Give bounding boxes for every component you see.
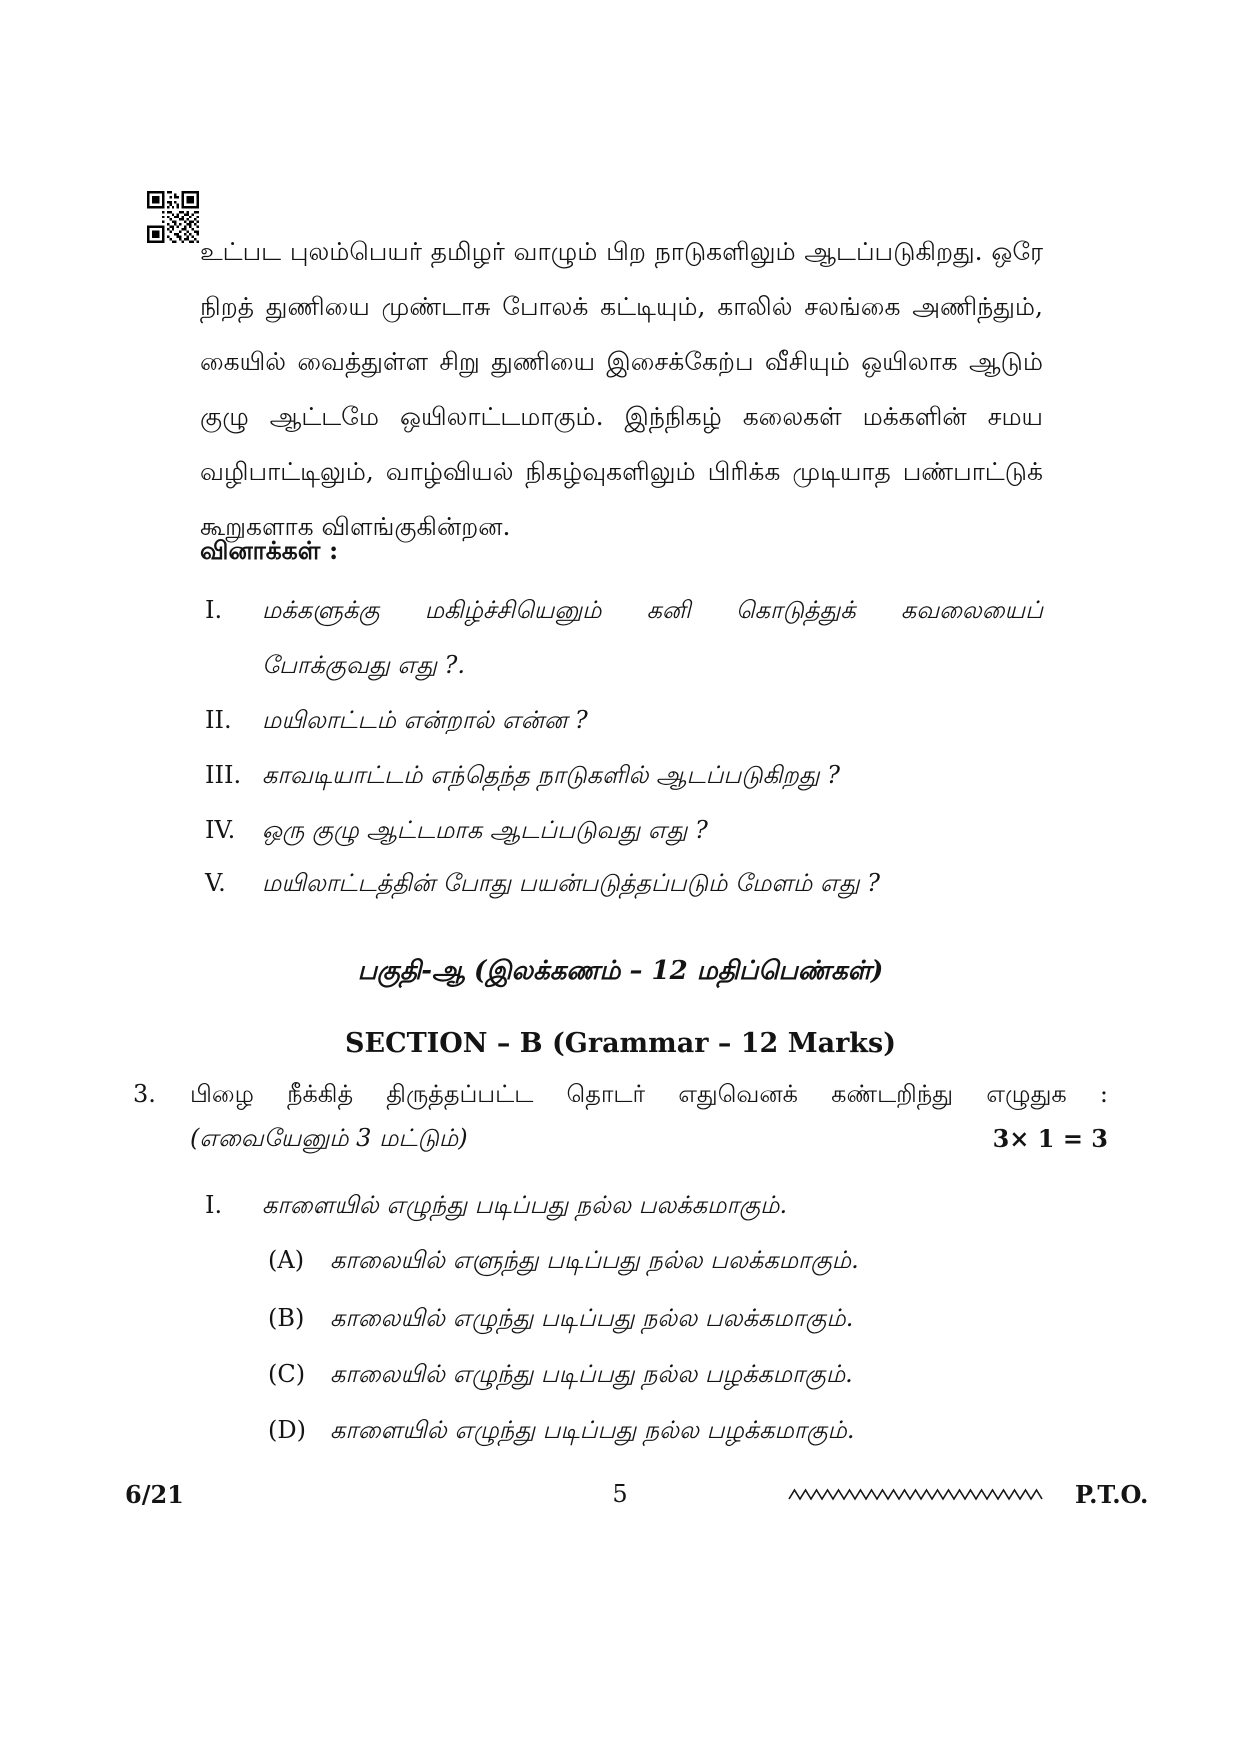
question-text: ஒரு குழு ஆட்டமாக ஆடப்படுவது எது ? [262,816,708,844]
option-text: காலையில் எளுந்து படிப்பது நல்ல பலக்கமாகும். [330,1246,859,1274]
section-title-tamil: பகுதி-ஆ (இலக்கணம் – 12 மதிப்பெண்கள்) [357,956,884,986]
option-label: (C) [268,1360,306,1388]
question-text: காவடியாட்டம் எந்தெந்த நாடுகளில் ஆடப்படுகிறது ? [262,761,841,789]
option-label: (D) [268,1416,306,1444]
question-number: III. [205,761,242,789]
passage-line: வழிபாட்டிலும், வாழ்வியல் நிகழ்வுகளிலும் பிரிக்க முடியாத பண்பாட்டுக் [200,457,1043,486]
option-text: காளையில் எழுந்து படிப்பது நல்ல பழக்கமாகும். [330,1416,855,1444]
question-text: காளையில் எழுந்து படிப்பது நல்ல பலக்கமாகும். [262,1191,788,1219]
question-text-line: மக்களுக்கு மகிழ்ச்சியெனும் கனி கொடுத்துக் கவலையைப் [262,596,1043,624]
question-number: I. [205,596,223,624]
zigzag-divider [788,1487,1048,1503]
question-number: I. [205,1191,223,1219]
question-item-1 [205,583,1043,693]
option-label: (B) [268,1304,305,1332]
question-number: II. [205,706,232,734]
question-item-4 [205,803,1043,858]
option-a [268,1238,1043,1283]
question-text: மயிலாட்டத்தின் போது பயன்படுத்தப்படும் மேளம் எது ? [262,869,881,897]
section-title-english: SECTION – B (Grammar – 12 Marks) [345,1028,896,1059]
question-3-note: (எவையேனும் 3 மட்டும்) [190,1124,468,1152]
sub-question-1 [205,1178,1043,1233]
qr-code [147,191,199,243]
passage [200,224,1043,554]
question-number: IV. [205,816,236,844]
passage-line: உட்பட புலம்பெயர் தமிழர் வாழும் பிற நாடுகளிலும் ஆடப்படுகிறது. ஒரே [200,237,1043,266]
question-number: V. [205,869,226,897]
option-c [268,1352,1043,1397]
passage-line: நிறத் துணியை முண்டாசு போலக் கட்டியும், காலில் சலங்கை அணிந்தும், [200,292,1043,321]
passage-line: கையில் வைத்துள்ள சிறு துணியை இசைக்கேற்ப வீசியும் ஒயிலாக ஆடும் [200,347,1043,376]
option-label: (A) [268,1246,305,1274]
option-text: காலையில் எழுந்து படிப்பது நல்ல பலக்கமாகும். [330,1304,854,1332]
question-text: பிழை நீக்கித் திருத்தப்பட்ட தொடர் எதுவெனக் கண்டறிந்து எழுதுக : [190,1080,1108,1108]
option-text: காலையில் எழுந்து படிப்பது நல்ல பழக்கமாகும். [330,1360,853,1388]
page-number: 5 [612,1480,628,1508]
question-item-3 [205,748,1043,803]
question-number: 3. [133,1080,156,1108]
passage-line: குழு ஆட்டமே ஒயிலாட்டமாகும். இந்நிகழ் கலைகள் மக்களின் சமய [200,402,1043,431]
question-item-5 [205,856,1043,911]
question-3 [133,1072,1108,1117]
option-b [268,1296,1043,1341]
question-item-2 [205,693,1043,748]
questions-heading: வினாக்கள் : [200,536,339,565]
question-3-marks: 3× 1 = 3 [992,1124,1108,1153]
question-text: மயிலாட்டம் என்றால் என்ன ? [262,706,588,734]
question-text-line: போக்குவது எது ?. [262,651,466,679]
pto-label: P.T.O. [1075,1480,1149,1509]
option-d [268,1408,1043,1453]
passage-line: கூறுகளாக விளங்குகின்றன. [200,512,511,541]
paper-code: 6/21 [125,1480,184,1509]
question-text [262,583,1043,693]
